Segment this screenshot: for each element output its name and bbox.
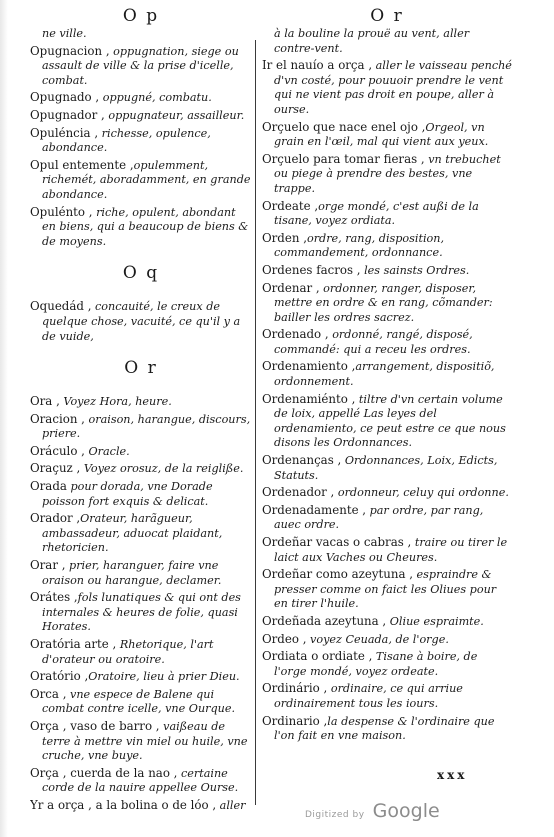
entry-headword: Ora , [30, 394, 60, 409]
entry-definition: ordonné, rangé, disposé, commandé: qui a receu les ordres. [274, 328, 473, 356]
entry-headword: Ordenadamente , [262, 502, 367, 517]
entry-definition: Oliue espraimte. [386, 614, 484, 628]
entry-headword: Ordiata o ordiate , [262, 649, 373, 664]
dictionary-entry [262, 567, 512, 612]
dictionary-entry [262, 485, 512, 501]
entry-definition: ne ville. [42, 27, 87, 40]
dictionary-entry [262, 681, 512, 711]
dictionary-entry [30, 461, 252, 477]
dictionary-entry [262, 263, 512, 279]
entry-headword: Orça , cuerda de la nao , [30, 765, 178, 780]
dictionary-entry [262, 503, 512, 533]
dictionary-entry [262, 453, 512, 483]
entry-definition: voyez Ceuada, de l'orge. [306, 632, 449, 646]
dictionary-entry [262, 632, 512, 648]
dictionary-entry [262, 58, 512, 117]
section-head-oq: O q [122, 263, 160, 284]
entry-headword: Ordeñada azeytuna , [262, 613, 387, 628]
dictionary-entry [262, 649, 512, 679]
entry-definition: Oracle. [84, 444, 130, 458]
entry-headword: Oraçuz , [30, 461, 81, 476]
entry-definition: arrangement, dispositiõ, ordonnement. [274, 360, 495, 389]
entry-definition: riche, opulent, abondant en biens, qui a beaucoup de biens & de moyens. [42, 205, 249, 248]
entry-definition: les sainsts Ordres. [360, 263, 470, 277]
entry-headword: Ordenamiénto , [262, 391, 356, 406]
entry-definition: concauité, le creux de quelque chose, vacuité, ce qu'il y a de vuide, [42, 300, 241, 343]
dictionary-entry [30, 394, 252, 410]
entry-definition: fols lunatiques & qui ont des internales & heures de folie, quasi Horates. [42, 591, 241, 634]
entry-definition: certaine corde de la nauire appellee Ourse. [42, 766, 239, 795]
entry-definition: ordonner, ranger, disposer, mettre en ordre & en rang, cõmander: bailler les ordres sacrez. [274, 281, 493, 324]
entry-definition: Orateur, harãgueur, ambassadeur, aduocat plaidant, rhetoricien. [42, 512, 223, 555]
entry-definition: richesse, opulence, abondance. [42, 126, 211, 155]
dictionary-entry [262, 120, 512, 150]
entry-headword: Ordinario , [262, 713, 328, 728]
dictionary-entry [30, 126, 252, 156]
entry-definition: la despense & l'ordinaire que l'on fait en vne maison. [274, 714, 495, 743]
entry-definition: Ordonnances, Loix, Edicts, Statuts. [274, 454, 498, 482]
entry-headword: Orada [30, 479, 67, 494]
entry-headword: Ordenador , [262, 485, 335, 500]
left-column [30, 0, 252, 837]
entry-definition: oppugnation, siege ou assault de ville & la prise d'icelle, combat. [42, 44, 239, 87]
entry-definition: ordinaire, ce qui arriue ordinairement tous les iours. [274, 682, 463, 710]
dictionary-entry [262, 152, 512, 197]
dictionary-entry [30, 444, 252, 460]
dictionary-entry [30, 637, 252, 667]
entries-oq-list [30, 299, 252, 344]
column-divider [255, 40, 256, 805]
entry-headword: Opuléncia , [30, 125, 99, 140]
entry-headword: Opugnado , [30, 90, 100, 105]
dictionary-entry [262, 714, 512, 744]
entry-headword: Ir el nauío a orça , [262, 58, 373, 73]
google-logo-icon: Google [372, 800, 440, 822]
right-column [262, 0, 512, 837]
entry-headword: Orça , vaso de barro , [30, 718, 160, 733]
entry-headword: Ordenado , [262, 327, 329, 342]
dictionary-entry [262, 27, 512, 56]
entry-headword: Ordeo , [262, 631, 307, 646]
entry-headword: Opulénto , [30, 204, 93, 219]
dictionary-entry [30, 719, 252, 764]
entry-definition: espraindre & presser comme on faict les Oliues pour en tirer l'huile. [274, 568, 497, 611]
entry-definition: par ordre, par rang, auec ordre. [274, 503, 484, 532]
dictionary-entry [262, 281, 512, 326]
entry-headword: Ordenar , [262, 280, 320, 295]
entry-headword: Oquedád , [30, 299, 92, 314]
entry-headword: Oratória arte , [30, 637, 117, 651]
watermark-caption: Digitized by [305, 810, 365, 820]
entry-headword: Ordenes facros , [262, 262, 361, 277]
entry-headword: Orçuelo para tomar fieras , [262, 151, 425, 166]
entry-headword: Ordenamiento , [262, 359, 356, 374]
dictionary-entry [30, 90, 252, 106]
scan-edge-shadow [0, 0, 8, 837]
entry-definition: Tisane à boire, de l'orge mondé, voyez ordeate. [274, 650, 478, 678]
running-head-right: O r [370, 6, 404, 26]
entry-definition: à la bouline la prouë au vent, aller contre-vent. [274, 27, 470, 55]
dictionary-entry [262, 535, 512, 565]
entry-headword: Ordenanças , [262, 453, 342, 468]
entries-op-list [30, 27, 252, 249]
dictionary-entry [30, 299, 252, 344]
entry-headword: Orçuelo que nace enel ojo , [262, 119, 426, 134]
entry-headword: Orátes , [30, 590, 78, 605]
dictionary-entry [30, 590, 252, 635]
entry-definition: vne espece de Balene qui combat contre icelle, vne Ourque. [42, 687, 236, 716]
entry-definition: Orgeol, vn grain en l'œil, mal qui vient aux yeux. [274, 120, 489, 149]
dictionary-entry [30, 766, 252, 796]
entry-definition: prier, haranguer, faire vne oraison ou harangue, declamer. [42, 559, 222, 587]
entry-definition: vn trebuchet ou piege à prendre des bestes, vne trappe. [274, 152, 501, 195]
entry-headword: Orador , [30, 511, 81, 526]
entry-definition: aller le vaisseau penché d'vn costé, pour pouuoir prendre le vent qui ne vient pas droit en poupe, aller à ourse. [274, 59, 512, 116]
signature-mark: xxx [437, 768, 468, 782]
entry-definition: oraison, harangue, discours, priere. [42, 412, 251, 441]
entry-definition: pour dorada, vne Dorade poisson fort exquis & delicat. [42, 480, 213, 508]
entries-or-list [30, 394, 252, 813]
dictionary-entry [30, 205, 252, 250]
entry-headword: Opugnador , [30, 107, 105, 122]
entry-definition: vaißeau de terre à mettre vin miel ou huile, vne cruche, vne buye. [42, 719, 248, 763]
dictionary-entry [30, 412, 252, 442]
entry-definition: opulemment, richemét, aboradamment, en grande abondance. [42, 158, 251, 201]
dictionary-entry [30, 158, 252, 203]
dictionary-entry [30, 44, 252, 89]
entry-headword: Yr a orça , a la bolina o de lóo , [30, 797, 217, 812]
entry-definition: aller [216, 798, 246, 812]
dictionary-entry [30, 108, 252, 124]
entry-headword: Oráculo , [30, 443, 85, 458]
entry-definition: Rhetorique, l'art d'orateur ou oratoire. [42, 638, 214, 666]
entry-headword: Ordeñar vacas o cabras , [262, 535, 412, 549]
entry-headword: Ordeate , [262, 198, 319, 213]
dictionary-entry [30, 558, 252, 588]
dictionary-entry [262, 614, 512, 630]
dictionary-entry [262, 199, 512, 229]
entry-definition: Voyez Hora, heure. [59, 395, 172, 409]
dictionary-entry [262, 327, 512, 357]
dictionary-entry [30, 798, 252, 814]
entry-definition: Oratoire, lieu à prier Dieu. [88, 670, 240, 684]
dictionary-entry [30, 27, 252, 42]
entry-definition: Voyez orosuz, de la reigliße. [80, 462, 244, 476]
entry-headword: Oracion , [30, 411, 85, 426]
digitized-watermark [305, 800, 440, 822]
dictionary-entry [262, 392, 512, 451]
entry-headword: Oratório , [30, 669, 89, 684]
entry-headword: Orar , [30, 558, 66, 573]
section-head-or: O r [124, 358, 158, 379]
entry-definition: tiltre d'vn certain volume de loix, appellé Las leyes del ordenamiento, ce peut estre ce que nous disons les Ordonnances. [274, 392, 506, 450]
running-head-left: O p [122, 6, 160, 26]
dictionary-entry [30, 511, 252, 556]
entry-definition: oppugné, combatu. [99, 91, 212, 105]
entry-headword: Orca , [30, 686, 67, 701]
entry-headword: Ordeñar como azeytuna , [262, 567, 413, 582]
dictionary-entry [30, 479, 252, 509]
entry-headword: Orden , [262, 230, 307, 245]
entry-definition: traire ou tirer le laict aux Vaches ou Cheures. [274, 536, 508, 564]
dictionary-entry [30, 687, 252, 717]
dictionary-entry [262, 359, 512, 389]
entry-headword: Opugnacion , [30, 43, 110, 58]
dictionary-entry [30, 669, 252, 685]
entries-or-continued-list [262, 27, 512, 744]
entry-definition: ordre, rang, disposition, commandement, ordonnance. [274, 231, 445, 260]
entry-definition: ordonneur, celuy qui ordonne. [334, 486, 509, 500]
entry-definition: orge mondé, c'est außi de la tisane, voyez ordiata. [274, 199, 479, 228]
entry-headword: Ordinário , [262, 681, 328, 696]
entry-headword: Opul entemente , [30, 157, 134, 172]
dictionary-entry [262, 231, 512, 261]
entry-definition: oppugnateur, assailleur. [104, 108, 245, 122]
